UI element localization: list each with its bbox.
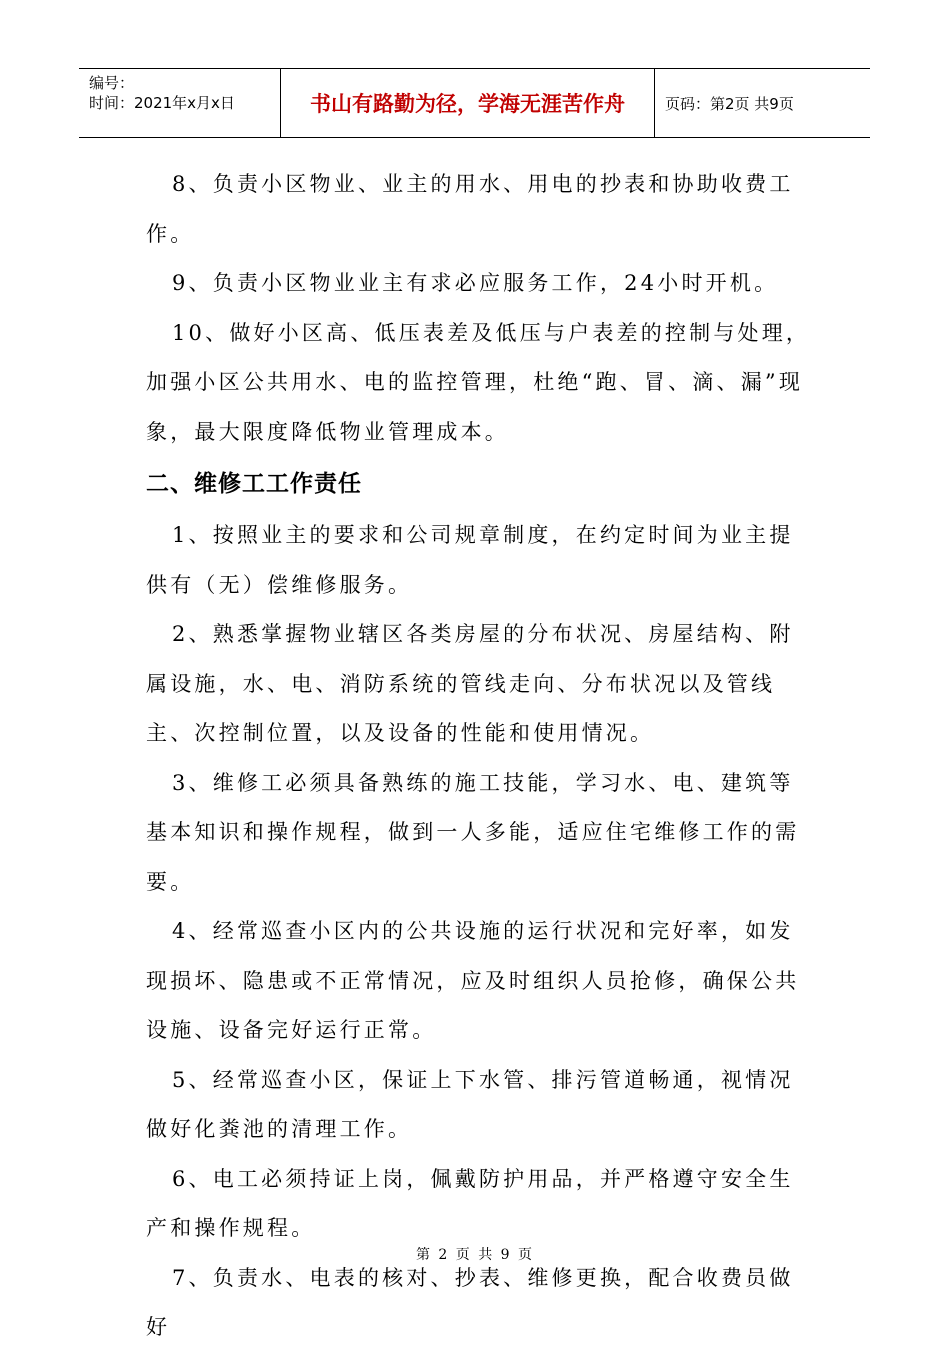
header-meta <box>79 69 281 137</box>
document-body <box>146 160 812 1353</box>
section-item-3: 3、维修工必须具备熟练的施工技能，学习水、电、建筑等基本知识和操作规程，做到一人多能，适应住宅维修工作的需要。 <box>146 770 800 894</box>
paragraph-item-9: 9、负责小区物业业主有求必应服务工作，24小时开机。 <box>172 271 779 295</box>
section-item-7: 7、负责水、电表的核对、抄表、维修更换，配合收费员做好 <box>146 1265 794 1339</box>
section-item-1: 1、按照业主的要求和公司规章制度，在约定时间为业主提供有（无）偿维修服务。 <box>146 523 794 597</box>
section-heading: 二、维修工工作责任 <box>146 471 362 497</box>
paragraph-item-10: 10、做好小区高、低压表差及低压与户表差的控制与处理，加强小区公共用水、电的监控管理，杜绝“跑、冒、滴、漏”现象，最大限度降低物业管理成本。 <box>146 320 811 444</box>
section-item-4: 4、经常巡查小区内的公共设施的运行状况和完好率，如发现损坏、隐患或不正常情况，应及时组织人员抢修，确保公共设施、设备完好运行正常。 <box>146 919 800 1042</box>
section-item-6: 6、电工必须持证上岗，佩戴防护用品，并严格遵守安全生产和操作规程。 <box>146 1166 794 1240</box>
document-date: 时间：2021年x月x日 <box>89 94 235 112</box>
header-page-number: 页码：第2页 共9页 <box>665 94 794 113</box>
section-item-5: 5、经常巡查小区，保证上下水管、排污管道畅通，视情况做好化粪池的清理工作。 <box>146 1067 794 1141</box>
document-number: 编号： <box>89 74 135 92</box>
paragraph-item-8: 8、负责小区物业、业主的用水、用电的抄表和协助收费工作。 <box>146 172 794 246</box>
section-item-2: 2、熟悉掌握物业辖区各类房屋的分布状况、房屋结构、附属设施，水、电、消防系统的管线走向、分布状况以及管线主、次控制位置，以及设备的性能和使用情况。 <box>146 622 794 745</box>
page-header <box>79 68 870 138</box>
header-motto: 书山有路勤为径，学海无涯苦作舟 <box>281 69 655 137</box>
page-footer: 第 2 页 共 9 页 <box>415 1247 535 1263</box>
